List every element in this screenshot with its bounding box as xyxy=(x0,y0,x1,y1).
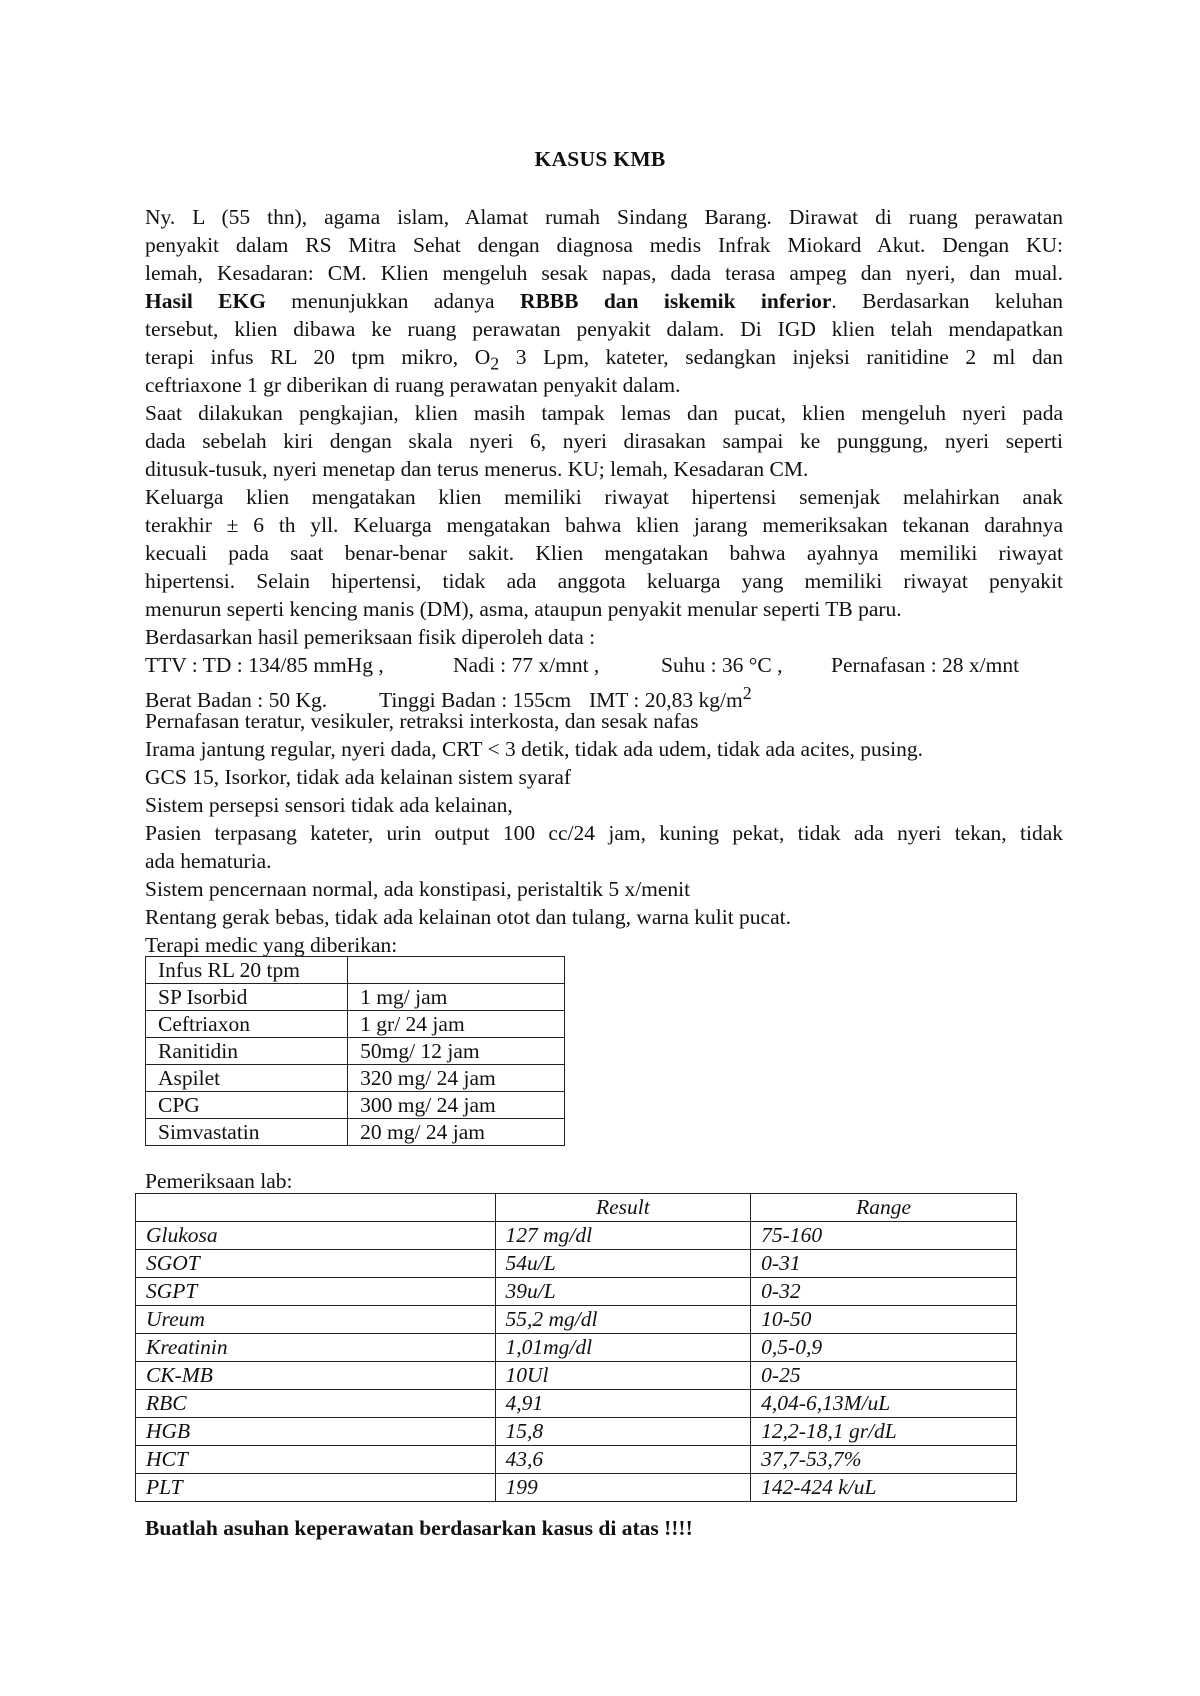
bmi: IMT : 20,83 kg/m xyxy=(589,688,743,713)
text-line: Terapi medic yang diberikan: xyxy=(145,933,398,957)
table-header-row xyxy=(136,1194,1017,1222)
lab-test-name: SGPT xyxy=(136,1278,496,1306)
text-line: Pasien terpasang kateter, urin output 100 cc/24 jam, kuning pekat, tidak ada nyeri tekan, tidak xyxy=(145,821,1063,845)
lab-test-name: Kreatinin xyxy=(136,1334,496,1362)
text-span: menunjukkan adanya xyxy=(265,289,520,313)
table-row xyxy=(136,1446,1017,1474)
text-line: menurun seperti kencing manis (DM), asma, ataupun penyakit menular seperti TB paru. xyxy=(145,597,902,621)
body-height: Tinggi Badan : 155cm xyxy=(379,688,572,713)
bold-ekg: Hasil EKG xyxy=(145,289,266,313)
text-line: ditusuk-tusuk, nyeri menetap dan terus menerus. KU; lemah, Kesadaran CM. xyxy=(145,457,809,481)
table-cell xyxy=(348,957,565,984)
lab-test-name: PLT xyxy=(136,1474,496,1502)
table-row xyxy=(136,1390,1017,1418)
text-line: Sistem persepsi sensori tidak ada kelainan, xyxy=(145,793,513,817)
text-line: penyakit dalam RS Mitra Sehat dengan diagnosa medis Infrak Miokard Akut. Dengan KU: xyxy=(145,233,1063,257)
table-cell: 300 mg/ 24 jam xyxy=(348,1092,565,1119)
text-line: dada sebelah kiri dengan skala nyeri 6, nyeri dirasakan sampai ke punggung, nyeri seperti xyxy=(145,429,1063,453)
lab-test-name: CK-MB xyxy=(136,1362,496,1390)
lab-range: 0-31 xyxy=(751,1250,1017,1278)
lab-range: 37,7-53,7% xyxy=(751,1446,1017,1474)
lab-test-name: Ureum xyxy=(136,1306,496,1334)
bold-rbbb: RBBB dan iskemik inferior xyxy=(519,289,832,313)
text-line: tersebut, klien dibawa ke ruang perawatan penyakit dalam. Di IGD klien telah mendapatkan xyxy=(145,317,1063,341)
lab-result: 1,01mg/dl xyxy=(495,1334,751,1362)
text-line: Ny. L (55 thn), agama islam, Alamat rumah Sindang Barang. Dirawat di ruang perawatan xyxy=(145,205,1063,229)
lab-test-name: SGOT xyxy=(136,1250,496,1278)
text-line: Irama jantung regular, nyeri dada, CRT < 3 detik, tidak ada udem, tidak ada acites, pusing. xyxy=(145,737,923,761)
text-line: Pernafasan teratur, vesikuler, retraksi interkosta, dan sesak nafas xyxy=(145,709,699,733)
table-cell: Infus RL 20 tpm xyxy=(146,957,348,984)
table-row xyxy=(146,1119,565,1146)
table-cell: 320 mg/ 24 jam xyxy=(348,1065,565,1092)
table-cell: 50mg/ 12 jam xyxy=(348,1038,565,1065)
text-span: terapi infus RL 20 tpm mikro, O xyxy=(145,345,491,369)
lab-result: 4,91 xyxy=(495,1390,751,1418)
lab-range: 10-50 xyxy=(751,1306,1017,1334)
lab-test-name: HCT xyxy=(136,1446,496,1474)
table-row xyxy=(146,957,565,984)
text-line: hipertensi. Selain hipertensi, tidak ada anggota keluarga yang memiliki riwayat penyakit xyxy=(145,569,1063,593)
column-header-range: Range xyxy=(751,1194,1017,1222)
table-row xyxy=(146,1038,565,1065)
table-cell: SP Isorbid xyxy=(146,984,348,1011)
lab-test-name: RBC xyxy=(136,1390,496,1418)
lab-section-label: Pemeriksaan lab: xyxy=(145,1169,293,1193)
column-header xyxy=(136,1194,496,1222)
vital-signs-line xyxy=(145,651,1063,679)
body-weight: Berat Badan : 50 Kg. xyxy=(145,688,328,713)
table-cell: 1 gr/ 24 jam xyxy=(348,1011,565,1038)
lab-range: 4,04-6,13M/uL xyxy=(751,1390,1017,1418)
table-row xyxy=(136,1474,1017,1502)
text-line: Saat dilakukan pengkajian, klien masih tampak lemas dan pucat, klien mengeluh nyeri pada xyxy=(145,401,1063,425)
text-line: Rentang gerak bebas, tidak ada kelainan otot dan tulang, warna kulit pucat. xyxy=(145,905,791,929)
lab-result: 10Ul xyxy=(495,1362,751,1390)
subscript: 2 xyxy=(490,353,500,371)
lab-range: 75-160 xyxy=(751,1222,1017,1250)
table-cell: Aspilet xyxy=(146,1065,348,1092)
lab-result: 43,6 xyxy=(495,1446,751,1474)
text-line: ceftriaxone 1 gr diberikan di ruang perawatan penyakit dalam. xyxy=(145,373,681,397)
text-span: 3 Lpm, kateter, sedangkan injeksi ranitidine 2 ml dan xyxy=(499,345,1063,369)
text-line: ada hematuria. xyxy=(145,849,272,873)
text-line-ekg xyxy=(145,287,1063,315)
temperature: Suhu : 36 °C , xyxy=(661,653,783,677)
text-line: Berdasarkan hasil pemeriksaan fisik diperoleh data : xyxy=(145,625,596,649)
text-line: lemah, Kesadaran: CM. Klien mengeluh sesak napas, dada terasa ampeg dan nyeri, dan mual. xyxy=(145,261,1063,285)
table-row xyxy=(136,1418,1017,1446)
lab-test-name: Glukosa xyxy=(136,1222,496,1250)
lab-range: 0-32 xyxy=(751,1278,1017,1306)
superscript: 2 xyxy=(742,683,752,703)
table-cell: Ceftriaxon xyxy=(146,1011,348,1038)
table-row xyxy=(146,984,565,1011)
table-row xyxy=(136,1306,1017,1334)
table-row xyxy=(136,1334,1017,1362)
table-row xyxy=(146,1065,565,1092)
table-cell: Ranitidin xyxy=(146,1038,348,1065)
table-row xyxy=(146,1011,565,1038)
anthropometry-line xyxy=(145,679,1063,713)
text-line: terakhir ± 6 th yll. Keluarga mengatakan bahwa klien jarang memeriksakan tekanan darahnya xyxy=(145,513,1063,537)
table-cell: 20 mg/ 24 jam xyxy=(348,1119,565,1146)
text-line: GCS 15, Isorkor, tidak ada kelainan sistem syaraf xyxy=(145,765,572,789)
table-row xyxy=(136,1222,1017,1250)
assignment-instruction: Buatlah asuhan keperawatan berdasarkan kasus di atas !!!! xyxy=(145,1516,693,1540)
text-line: Sistem pencernaan normal, ada konstipasi, peristaltik 5 x/menit xyxy=(145,877,691,901)
text-line: Keluarga klien mengatakan klien memiliki riwayat hipertensi semenjak melahirkan anak xyxy=(145,485,1063,509)
lab-range: 142-424 k/uL xyxy=(751,1474,1017,1502)
table-row xyxy=(136,1250,1017,1278)
column-header-result: Result xyxy=(495,1194,751,1222)
table-row xyxy=(146,1092,565,1119)
lab-range: 12,2-18,1 gr/dL xyxy=(751,1418,1017,1446)
lab-result: 127 mg/dl xyxy=(495,1222,751,1250)
pulse: Nadi : 77 x/mnt , xyxy=(453,653,600,677)
document-title: KASUS KMB xyxy=(534,147,666,171)
lab-result: 55,2 mg/dl xyxy=(495,1306,751,1334)
case-narrative xyxy=(145,203,1063,959)
table-cell: 1 mg/ jam xyxy=(348,984,565,1011)
lab-range: 0-25 xyxy=(751,1362,1017,1390)
lab-range: 0,5-0,9 xyxy=(751,1334,1017,1362)
table-cell: CPG xyxy=(146,1092,348,1119)
lab-result: 15,8 xyxy=(495,1418,751,1446)
lab-test-name: HGB xyxy=(136,1418,496,1446)
lab-result: 39u/L xyxy=(495,1278,751,1306)
table-row xyxy=(136,1278,1017,1306)
table-cell: Simvastatin xyxy=(146,1119,348,1146)
respiration: Pernafasan : 28 x/mnt xyxy=(831,653,1020,677)
text-line: kecuali pada saat benar-benar sakit. Klien mengatakan bahwa ayahnya memiliki riwayat xyxy=(145,541,1063,565)
lab-results-table xyxy=(135,1193,1017,1502)
therapy-table xyxy=(145,956,565,1146)
text-span: . Berdasarkan keluhan xyxy=(831,289,1063,313)
lab-result: 199 xyxy=(495,1474,751,1502)
table-row xyxy=(136,1362,1017,1390)
blood-pressure: TTV : TD : 134/85 mmHg , xyxy=(145,653,384,677)
lab-result: 54u/L xyxy=(495,1250,751,1278)
text-line-oxygen xyxy=(145,343,1063,371)
